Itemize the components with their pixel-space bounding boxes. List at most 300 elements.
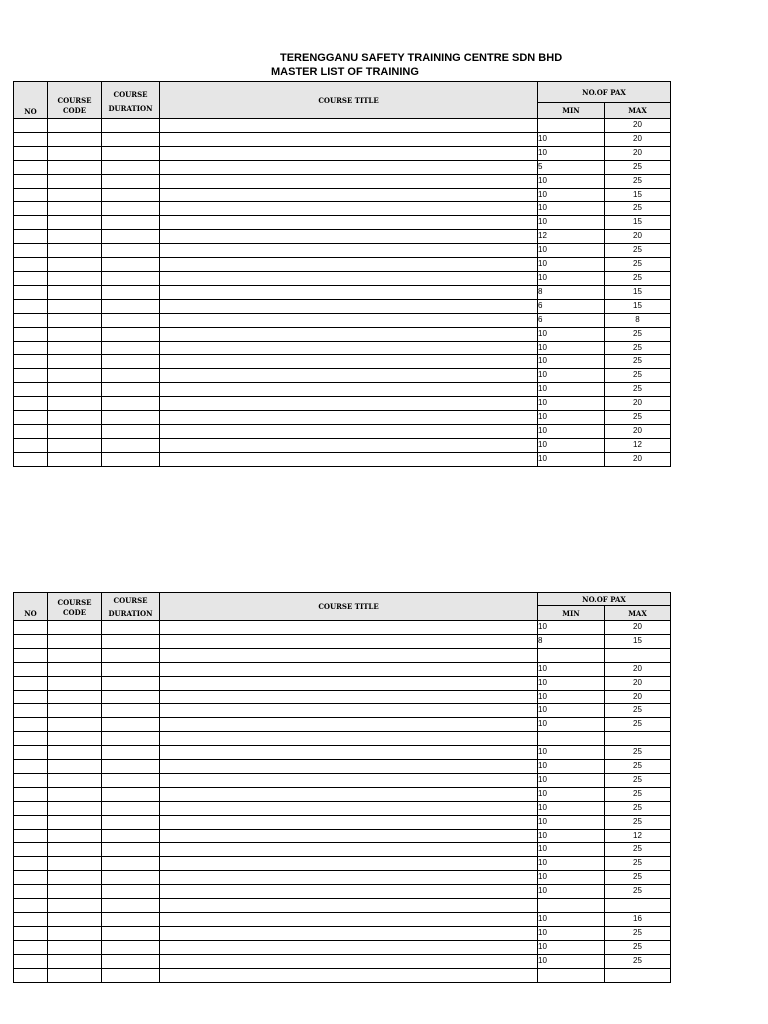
cell-min: 10 xyxy=(538,397,605,411)
cell-course-code xyxy=(48,676,102,690)
table-row xyxy=(14,258,671,272)
cell-course-duration xyxy=(102,843,160,857)
cell-course-title xyxy=(160,327,538,341)
cell-max: 20 xyxy=(605,119,671,133)
cell-min xyxy=(538,648,605,662)
cell-course-code xyxy=(48,202,102,216)
cell-course-title xyxy=(160,313,538,327)
cell-course-title xyxy=(160,188,538,202)
cell-course-title xyxy=(160,230,538,244)
cell-course-title xyxy=(160,704,538,718)
cell-course-title xyxy=(160,940,538,954)
cell-course-title xyxy=(160,718,538,732)
table-row xyxy=(14,132,671,146)
cell-course-code xyxy=(48,216,102,230)
cell-max: 20 xyxy=(605,230,671,244)
cell-course-duration xyxy=(102,829,160,843)
cell-course-duration xyxy=(102,871,160,885)
cell-min: 10 xyxy=(538,773,605,787)
header-min: MIN xyxy=(538,103,605,119)
cell-course-title xyxy=(160,732,538,746)
cell-min: 10 xyxy=(538,746,605,760)
cell-min xyxy=(538,732,605,746)
table-row xyxy=(14,119,671,133)
cell-course-code xyxy=(48,119,102,133)
table-row xyxy=(14,801,671,815)
cell-course-code xyxy=(48,648,102,662)
cell-max: 25 xyxy=(605,160,671,174)
cell-no xyxy=(14,397,48,411)
cell-course-duration xyxy=(102,160,160,174)
header-course-duration: COURSE DURATION xyxy=(102,82,160,119)
cell-course-title xyxy=(160,760,538,774)
cell-course-code xyxy=(48,383,102,397)
cell-course-title xyxy=(160,746,538,760)
cell-course-title xyxy=(160,801,538,815)
table-row xyxy=(14,746,671,760)
cell-max: 20 xyxy=(605,397,671,411)
cell-course-duration xyxy=(102,718,160,732)
cell-min: 10 xyxy=(538,690,605,704)
cell-course-title xyxy=(160,271,538,285)
cell-min: 10 xyxy=(538,801,605,815)
cell-no xyxy=(14,174,48,188)
cell-min: 10 xyxy=(538,174,605,188)
cell-no xyxy=(14,899,48,913)
cell-no xyxy=(14,926,48,940)
cell-max: 20 xyxy=(605,452,671,466)
cell-min: 10 xyxy=(538,829,605,843)
cell-max: 20 xyxy=(605,662,671,676)
cell-max: 25 xyxy=(605,954,671,968)
cell-course-duration xyxy=(102,954,160,968)
cell-course-code xyxy=(48,621,102,635)
cell-min: 10 xyxy=(538,662,605,676)
cell-min: 12 xyxy=(538,230,605,244)
cell-course-duration xyxy=(102,258,160,272)
cell-max: 25 xyxy=(605,801,671,815)
cell-course-title xyxy=(160,968,538,982)
cell-min: 6 xyxy=(538,313,605,327)
table-row xyxy=(14,621,671,635)
cell-course-title xyxy=(160,662,538,676)
table-row xyxy=(14,160,671,174)
cell-course-duration xyxy=(102,424,160,438)
cell-min: 10 xyxy=(538,954,605,968)
header-no-of-pax: NO.OF PAX xyxy=(538,82,671,103)
cell-course-title xyxy=(160,676,538,690)
cell-no xyxy=(14,829,48,843)
header-max: MAX xyxy=(605,606,671,621)
cell-min: 10 xyxy=(538,383,605,397)
cell-no xyxy=(14,424,48,438)
cell-min: 10 xyxy=(538,411,605,425)
cell-course-duration xyxy=(102,188,160,202)
cell-course-duration xyxy=(102,940,160,954)
cell-max: 20 xyxy=(605,690,671,704)
cell-course-title xyxy=(160,773,538,787)
cell-course-duration xyxy=(102,174,160,188)
cell-course-title xyxy=(160,857,538,871)
cell-course-duration xyxy=(102,704,160,718)
cell-course-code xyxy=(48,285,102,299)
cell-min: 10 xyxy=(538,244,605,258)
table-row xyxy=(14,690,671,704)
table-row xyxy=(14,452,671,466)
cell-course-title xyxy=(160,174,538,188)
cell-max: 25 xyxy=(605,746,671,760)
cell-course-duration xyxy=(102,621,160,635)
cell-min: 5 xyxy=(538,160,605,174)
header-no-of-pax: NO.OF PAX xyxy=(538,593,671,606)
cell-course-code xyxy=(48,732,102,746)
cell-max: 25 xyxy=(605,773,671,787)
cell-course-code xyxy=(48,327,102,341)
cell-no xyxy=(14,327,48,341)
cell-course-title xyxy=(160,452,538,466)
cell-no xyxy=(14,146,48,160)
cell-course-duration xyxy=(102,676,160,690)
table-row xyxy=(14,773,671,787)
cell-min: 10 xyxy=(538,424,605,438)
cell-no xyxy=(14,662,48,676)
cell-min: 10 xyxy=(538,815,605,829)
document-subtitle: MASTER LIST OF TRAINING xyxy=(271,66,419,78)
cell-course-code xyxy=(48,174,102,188)
table-row xyxy=(14,843,671,857)
cell-max: 15 xyxy=(605,285,671,299)
cell-no xyxy=(14,690,48,704)
table-row xyxy=(14,341,671,355)
table-row xyxy=(14,369,671,383)
cell-course-duration xyxy=(102,244,160,258)
cell-course-duration xyxy=(102,857,160,871)
cell-min: 10 xyxy=(538,271,605,285)
cell-course-code xyxy=(48,397,102,411)
cell-no xyxy=(14,912,48,926)
table-row xyxy=(14,912,671,926)
cell-min: 10 xyxy=(538,787,605,801)
cell-max: 25 xyxy=(605,926,671,940)
header-max: MAX xyxy=(605,103,671,119)
cell-no xyxy=(14,160,48,174)
cell-course-code xyxy=(48,871,102,885)
cell-max: 15 xyxy=(605,634,671,648)
cell-course-duration xyxy=(102,313,160,327)
cell-course-code xyxy=(48,369,102,383)
cell-course-code xyxy=(48,940,102,954)
table-row xyxy=(14,271,671,285)
cell-min: 10 xyxy=(538,676,605,690)
cell-min: 10 xyxy=(538,704,605,718)
cell-course-title xyxy=(160,424,538,438)
table-row xyxy=(14,383,671,397)
cell-course-code xyxy=(48,132,102,146)
cell-no xyxy=(14,871,48,885)
cell-no xyxy=(14,355,48,369)
table-row xyxy=(14,438,671,452)
cell-max: 25 xyxy=(605,202,671,216)
cell-max: 20 xyxy=(605,146,671,160)
cell-max: 25 xyxy=(605,871,671,885)
table-row xyxy=(14,885,671,899)
cell-course-duration xyxy=(102,216,160,230)
cell-no xyxy=(14,188,48,202)
cell-course-duration xyxy=(102,299,160,313)
cell-course-title xyxy=(160,899,538,913)
cell-course-code xyxy=(48,718,102,732)
cell-course-duration xyxy=(102,760,160,774)
cell-min: 10 xyxy=(538,871,605,885)
table-row xyxy=(14,299,671,313)
cell-no xyxy=(14,857,48,871)
cell-course-title xyxy=(160,216,538,230)
cell-max: 15 xyxy=(605,216,671,230)
cell-course-duration xyxy=(102,746,160,760)
cell-course-duration xyxy=(102,662,160,676)
cell-min: 10 xyxy=(538,188,605,202)
cell-max: 25 xyxy=(605,341,671,355)
cell-course-code xyxy=(48,341,102,355)
cell-no xyxy=(14,341,48,355)
table-row xyxy=(14,940,671,954)
cell-course-code xyxy=(48,954,102,968)
cell-max: 25 xyxy=(605,718,671,732)
cell-no xyxy=(14,202,48,216)
cell-course-title xyxy=(160,621,538,635)
table-row xyxy=(14,871,671,885)
cell-max: 25 xyxy=(605,787,671,801)
cell-no xyxy=(14,258,48,272)
cell-course-title xyxy=(160,285,538,299)
cell-course-duration xyxy=(102,899,160,913)
cell-no xyxy=(14,704,48,718)
table-row xyxy=(14,146,671,160)
cell-max: 16 xyxy=(605,912,671,926)
cell-max: 20 xyxy=(605,676,671,690)
cell-no xyxy=(14,244,48,258)
cell-course-code xyxy=(48,244,102,258)
cell-course-duration xyxy=(102,885,160,899)
cell-min: 10 xyxy=(538,327,605,341)
cell-no xyxy=(14,452,48,466)
cell-max: 25 xyxy=(605,244,671,258)
cell-course-title xyxy=(160,690,538,704)
cell-max: 25 xyxy=(605,857,671,871)
cell-course-duration xyxy=(102,285,160,299)
table-row xyxy=(14,634,671,648)
cell-no xyxy=(14,216,48,230)
cell-no xyxy=(14,843,48,857)
cell-course-duration xyxy=(102,397,160,411)
cell-course-duration xyxy=(102,327,160,341)
cell-course-title xyxy=(160,815,538,829)
cell-course-title xyxy=(160,871,538,885)
cell-min xyxy=(538,968,605,982)
table-row xyxy=(14,662,671,676)
header-min: MIN xyxy=(538,606,605,621)
cell-no xyxy=(14,773,48,787)
cell-min: 10 xyxy=(538,926,605,940)
cell-course-duration xyxy=(102,690,160,704)
table-row xyxy=(14,230,671,244)
cell-max: 25 xyxy=(605,760,671,774)
cell-course-code xyxy=(48,411,102,425)
cell-course-title xyxy=(160,787,538,801)
cell-course-code xyxy=(48,899,102,913)
cell-course-code xyxy=(48,829,102,843)
cell-max: 20 xyxy=(605,621,671,635)
table-row xyxy=(14,216,671,230)
cell-min: 10 xyxy=(538,438,605,452)
cell-course-duration xyxy=(102,383,160,397)
cell-course-title xyxy=(160,369,538,383)
table-row xyxy=(14,244,671,258)
cell-min: 10 xyxy=(538,146,605,160)
cell-course-title xyxy=(160,202,538,216)
cell-max: 25 xyxy=(605,355,671,369)
cell-max: 20 xyxy=(605,132,671,146)
cell-course-title xyxy=(160,119,538,133)
cell-no xyxy=(14,285,48,299)
cell-max: 15 xyxy=(605,188,671,202)
cell-course-duration xyxy=(102,926,160,940)
cell-course-duration xyxy=(102,815,160,829)
header-no: NO xyxy=(14,82,48,119)
cell-no xyxy=(14,815,48,829)
table-row xyxy=(14,313,671,327)
cell-course-code xyxy=(48,452,102,466)
cell-course-duration xyxy=(102,787,160,801)
cell-max: 8 xyxy=(605,313,671,327)
cell-course-title xyxy=(160,411,538,425)
cell-course-code xyxy=(48,843,102,857)
cell-max xyxy=(605,732,671,746)
cell-max: 25 xyxy=(605,327,671,341)
cell-no xyxy=(14,438,48,452)
cell-no xyxy=(14,760,48,774)
cell-course-title xyxy=(160,829,538,843)
cell-no xyxy=(14,383,48,397)
cell-max: 25 xyxy=(605,258,671,272)
cell-course-duration xyxy=(102,634,160,648)
cell-min: 10 xyxy=(538,258,605,272)
cell-max: 25 xyxy=(605,815,671,829)
cell-course-duration xyxy=(102,411,160,425)
table-row xyxy=(14,857,671,871)
table-row xyxy=(14,829,671,843)
cell-min: 10 xyxy=(538,355,605,369)
cell-max: 20 xyxy=(605,424,671,438)
cell-no xyxy=(14,299,48,313)
cell-course-title xyxy=(160,299,538,313)
cell-min: 10 xyxy=(538,760,605,774)
table-row xyxy=(14,718,671,732)
cell-max: 25 xyxy=(605,940,671,954)
cell-course-title xyxy=(160,160,538,174)
table-row xyxy=(14,704,671,718)
cell-min: 10 xyxy=(538,857,605,871)
cell-min: 8 xyxy=(538,634,605,648)
cell-no xyxy=(14,954,48,968)
cell-course-code xyxy=(48,912,102,926)
cell-no xyxy=(14,746,48,760)
cell-max xyxy=(605,648,671,662)
cell-max: 25 xyxy=(605,411,671,425)
cell-course-duration xyxy=(102,271,160,285)
cell-no xyxy=(14,968,48,982)
cell-max: 15 xyxy=(605,299,671,313)
cell-course-title xyxy=(160,383,538,397)
cell-course-duration xyxy=(102,369,160,383)
cell-max: 12 xyxy=(605,829,671,843)
cell-course-code xyxy=(48,230,102,244)
cell-course-code xyxy=(48,424,102,438)
cell-course-code xyxy=(48,815,102,829)
cell-course-title xyxy=(160,397,538,411)
cell-no xyxy=(14,369,48,383)
table-row xyxy=(14,954,671,968)
table-row xyxy=(14,676,671,690)
header-course-title: COURSE TITLE xyxy=(160,82,538,119)
cell-course-code xyxy=(48,313,102,327)
table-row xyxy=(14,285,671,299)
cell-course-code xyxy=(48,271,102,285)
cell-max: 25 xyxy=(605,369,671,383)
cell-course-title xyxy=(160,843,538,857)
cell-min: 10 xyxy=(538,369,605,383)
cell-no xyxy=(14,119,48,133)
cell-course-code xyxy=(48,968,102,982)
cell-course-duration xyxy=(102,801,160,815)
cell-course-duration xyxy=(102,146,160,160)
cell-course-duration xyxy=(102,355,160,369)
cell-course-duration xyxy=(102,648,160,662)
cell-course-title xyxy=(160,438,538,452)
cell-course-duration xyxy=(102,732,160,746)
cell-no xyxy=(14,676,48,690)
cell-course-code xyxy=(48,634,102,648)
cell-no xyxy=(14,648,48,662)
cell-course-code xyxy=(48,355,102,369)
cell-course-duration xyxy=(102,230,160,244)
cell-course-duration xyxy=(102,202,160,216)
cell-course-code xyxy=(48,773,102,787)
company-title: TERENGGANU SAFETY TRAINING CENTRE SDN BHD xyxy=(280,52,563,64)
training-table-2 xyxy=(13,592,671,983)
cell-course-title xyxy=(160,341,538,355)
cell-min: 10 xyxy=(538,202,605,216)
table-row xyxy=(14,648,671,662)
cell-course-title xyxy=(160,355,538,369)
training-table-1 xyxy=(13,81,671,467)
table-row xyxy=(14,424,671,438)
cell-no xyxy=(14,621,48,635)
cell-no xyxy=(14,732,48,746)
cell-no xyxy=(14,940,48,954)
cell-min xyxy=(538,899,605,913)
table-row xyxy=(14,732,671,746)
cell-course-title xyxy=(160,132,538,146)
cell-course-duration xyxy=(102,132,160,146)
cell-course-title xyxy=(160,912,538,926)
header-no: NO xyxy=(14,593,48,621)
table-row xyxy=(14,968,671,982)
cell-course-code xyxy=(48,801,102,815)
cell-max: 25 xyxy=(605,383,671,397)
cell-no xyxy=(14,230,48,244)
cell-min: 10 xyxy=(538,912,605,926)
